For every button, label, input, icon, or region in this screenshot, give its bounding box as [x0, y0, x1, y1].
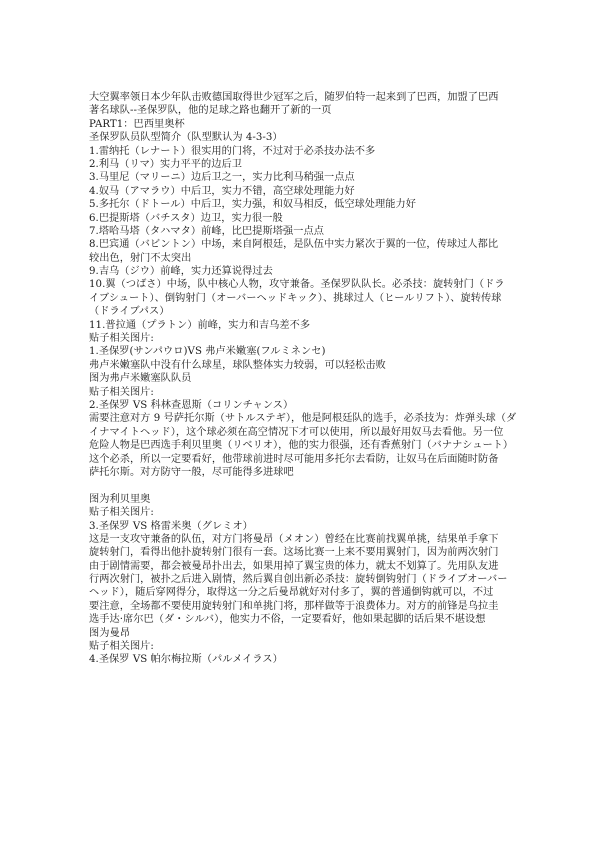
match-1-heading: 1.圣保罗(サンパウロ)VS 弗卢米嫩塞(フルミネンセ) — [89, 346, 326, 358]
roster-player-6: 6.巴提斯塔（バチスタ）边卫，实力很一般 — [89, 212, 283, 224]
roster-player-8: 8.巴宾通（バビントン）中场，来自阿根廷，是队伍中实力紧次于翼的一位，传球过人都比 — [89, 239, 499, 251]
match-3-caption: 图为曼昂 — [89, 627, 130, 639]
match-3-text-4: 行两次射门，被扑之后进入剧情，然后翼自创出新必杀技：旋转倒钩射门（ドライブオーバー — [89, 574, 508, 586]
match-2-caption: 图为利贝里奥 — [89, 493, 151, 505]
match-2-text-5: 萨托尔斯。对方防守一般，尽可能得多进球吧 — [89, 466, 294, 478]
related-images-label-4: 贴子相关图片: — [89, 641, 154, 653]
document-body — [89, 91, 523, 667]
roster-player-4: 4.奴马（アマラウ）中后卫，实力不错，高空球处理能力好 — [89, 185, 355, 197]
roster-player-3: 3.马里尼（マリーニ）边后卫之一，实力比利马稍强一点点 — [89, 172, 355, 184]
match-2-text-1: 需要注意对方 9 号萨托尔斯（サトルステギ），他是阿根廷队的选手，必杀技为：炸弹头球（ダ — [89, 413, 517, 425]
match-2-text-4: 这个必杀，所以一定要看好，他带球前进时尽可能用多托尔去看防，让奴马在后面随时防备 — [89, 453, 499, 465]
match-3-text-1: 这是一支攻守兼备的队伍，对方门将曼昂（メオン）曾经在比赛前找翼单挑，结果单手拿下 — [89, 533, 499, 545]
roster-player-1: 1.雷纳托（レナート）很实用的门将，不过对于必杀技办法不多 — [89, 145, 376, 157]
match-3-text-7: 选手达·席尔巴（ダ・シルバ），他实力不俗，一定要看好，他如果起脚的话后果不堪设想 — [89, 614, 486, 626]
roster-player-8-cont: 较出色，射门不太突出 — [89, 252, 192, 264]
roster-player-7: 7.塔哈马塔（タハマタ）前峰，比巴提斯塔强一点点 — [89, 225, 324, 237]
roster-player-5: 5.多托尔（ドトール）中后卫，实力强，和奴马相反，低空球处理能力好 — [89, 199, 416, 211]
intro-line-2: 著名球队--圣保罗队，他的足球之路也翻开了新的一页 — [89, 105, 332, 117]
roster-player-9: 9.吉乌（ジウ）前峰，实力还算说得过去 — [89, 266, 273, 278]
match-1-caption: 图为弗卢米嫩塞队队员 — [89, 373, 192, 385]
match-3-text-6: 要注意，全场都不要使用旋转射门和单挑门将，那样做等于浪费体力。对方的前锋是乌拉圭 — [89, 600, 499, 612]
match-2-heading: 2.圣保罗 VS 科林查恩斯（コリンチャンス） — [89, 399, 294, 411]
roster-player-10-cont: イブシュート）、倒钩射门（オーバーヘッドキック）、挑球过人（ヒールリフト）、旋转传球 — [89, 292, 502, 304]
roster-player-10-cont-2: （ドライブパス） — [89, 306, 170, 318]
related-images-label-2: 贴子相关图片: — [89, 386, 154, 398]
match-3-text-5: ヘッド），随后穿网得分，取得这一分之后曼昂就好对付多了，翼的普通倒钩就可以，不过 — [89, 587, 494, 599]
match-2-text-3: 危险人物是巴西选手利贝里奥（リベリオ），他的实力很强，还有香蕉射门（バナナシュート） — [89, 440, 514, 452]
related-images-label-3: 贴子相关图片: — [89, 507, 154, 519]
roster-player-2: 2.利马（リマ）实力平平的边后卫 — [89, 158, 242, 170]
match-3-text-3: 由于剧情需要，都会被曼昂扑出去，如果用掉了翼宝贵的体力，就太不划算了。先用队友进 — [89, 560, 499, 572]
intro-line-1: 大空翼率领日本少年队击败德国取得世少冠军之后，随罗伯特一起来到了巴西，加盟了巴西 — [89, 92, 499, 103]
match-1-text: 弗卢米嫩塞队中没有什么球星，球队整体实力较弱，可以轻松击败 — [89, 359, 386, 371]
match-3-text-2: 旋转射门，看得出他扑旋转射门很有一套。这场比赛一上来不要用翼射门，因为前两次射门 — [89, 547, 499, 559]
roster-intro: 圣保罗队员队型简介（队型默认为 4-3-3） — [89, 132, 283, 144]
match-2-text-2: イナマイトヘッド），这个球必须在高空情况下才可以使用，所以最好用奴马去看他。另一位 — [89, 426, 504, 438]
roster-player-10: 10.翼（つばさ）中场，队中核心人物，攻守兼备。圣保罗队队长。必杀技：旋转射门（ドラ — [89, 279, 505, 291]
match-3-heading: 3.圣保罗 VS 格雷米奥（グレミオ） — [89, 520, 253, 532]
related-images-label-1: 贴子相关图片: — [89, 333, 154, 345]
blank-line — [89, 479, 523, 492]
match-4-heading: 4.圣保罗 VS 帕尔梅拉斯（パルメイラス） — [89, 654, 283, 666]
roster-player-11: 11.普拉通（プラトン）前峰，实力和吉乌差不多 — [89, 319, 311, 331]
section-heading-part1: PART1：巴西里奥杯 — [89, 118, 185, 130]
